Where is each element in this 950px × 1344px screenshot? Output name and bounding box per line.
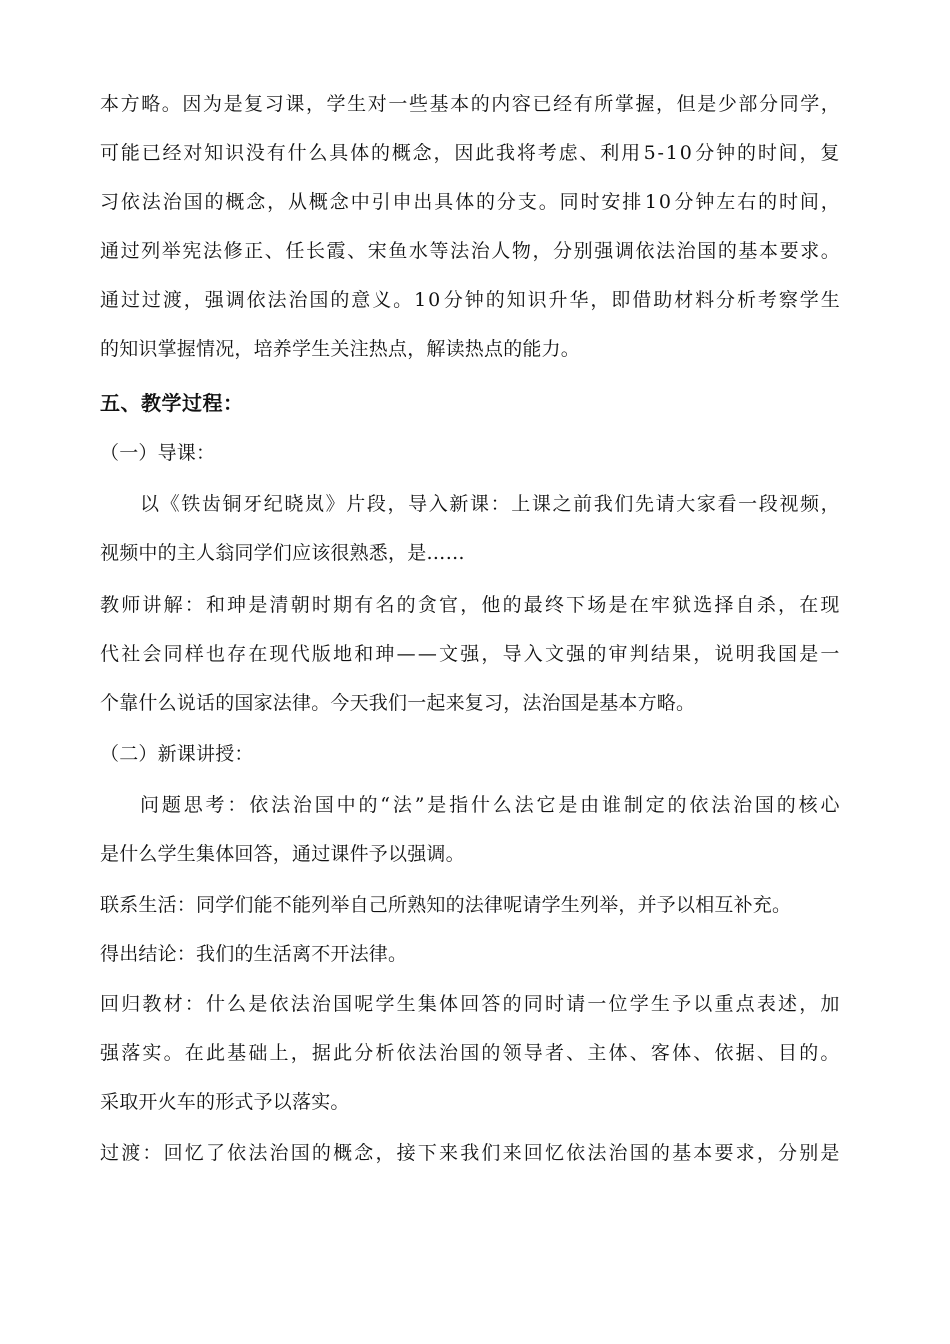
body-text-line: 的知识掌握情况，培养学生关注热点，解读热点的能力。 (100, 338, 581, 360)
body-text-line: 个靠什么说话的国家法律。今天我们一起来复习，法治国是基本方略。 (100, 692, 696, 714)
subsection-heading: （二）新课讲授： (100, 743, 254, 765)
body-text-line: 强 落 实 。 在 此 基 础 上 ， 据 此 分 析 依 法 治 国 的 领 导 者 、 主 体 、 客 体 、 依 据 、 目 的 。 (100, 1042, 840, 1064)
body-text-line: 问 题 思 考 ： 依 法 治 国 中 的 “ 法 ” 是 指 什 么 法 它 是 由 谁 制 定 的 依 法 治 国 的 核 心 (140, 794, 840, 816)
subsection-heading: （一）导课： (100, 442, 216, 464)
body-text-line: 本 方 略 。 因 为 是 复 习 课 ， 学 生 对 一 些 基 本 的 内 容 已 经 有 所 掌 握 ， 但 是 少 部 分 同 学 ， (100, 93, 840, 115)
body-text-line: 回 归 教 材 ： 什 么 是 依 法 治 国 呢 学 生 集 体 回 答 的 同 时 请 一 位 学 生 予 以 重 点 表 述 ， 加 (100, 993, 840, 1015)
body-text-line: 采取开火车的形式予以落实。 (100, 1091, 350, 1113)
body-text-line: 是什么学生集体回答，通过课件予以强调。 (100, 843, 465, 865)
body-text-line: 得出结论：我们的生活离不开法律。 (100, 943, 408, 965)
body-text-line: 视频中的主人翁同学们应该很熟悉，是…… (100, 542, 465, 564)
section-heading: 五、教学过程： (100, 391, 244, 415)
body-text-line: 联系生活：同学们能不能列举自己所熟知的法律呢请学生列举，并予以相互补充。 (100, 894, 792, 916)
body-text-line: 习 依 法 治 国 的 概 念 ， 从 概 念 中 引 申 出 具 体 的 分 支 。 同 时 安 排 1 0 分 钟 左 右 的 时 间 ， (100, 191, 840, 213)
body-text-line: 代 社 会 同 样 也 存 在 现 代 版 地 和 珅 — — 文 强 ， 导 入 文 强 的 审 判 结 果 ， 说 明 我 国 是 一 (100, 643, 840, 665)
body-text-line: 通 过 列 举 宪 法 修 正 、 任 长 霞 、 宋 鱼 水 等 法 治 人 物 ， 分 别 强 调 依 法 治 国 的 基 本 要 求 。 (100, 240, 840, 262)
body-text-line: 通 过 过 渡 ， 强 调 依 法 治 国 的 意 义 。 1 0 分 钟 的 知 识 升 华 ， 即 借 助 材 料 分 析 考 察 学 生 (100, 289, 840, 311)
body-text-line: 以 《 铁 齿 铜 牙 纪 晓 岚 》 片 段 ， 导 入 新 课 ： 上 课 之 前 我 们 先 请 大 家 看 一 段 视 频 ， (140, 493, 840, 515)
body-text-line: 过 渡 ： 回 忆 了 依 法 治 国 的 概 念 ， 接 下 来 我 们 来 回 忆 依 法 治 国 的 基 本 要 求 ， 分 别 是 (100, 1142, 840, 1164)
body-text-line: 教 师 讲 解 ： 和 珅 是 清 朝 时 期 有 名 的 贪 官 ， 他 的 最 终 下 场 是 在 牢 狱 选 择 自 杀 ， 在 现 (100, 594, 840, 616)
body-text-line: 可 能 已 经 对 知 识 没 有 什 么 具 体 的 概 念 ， 因 此 我 将 考 虑 、 利 用 5 - 1 0 分 钟 的 时 间 ， 复 (100, 142, 840, 164)
